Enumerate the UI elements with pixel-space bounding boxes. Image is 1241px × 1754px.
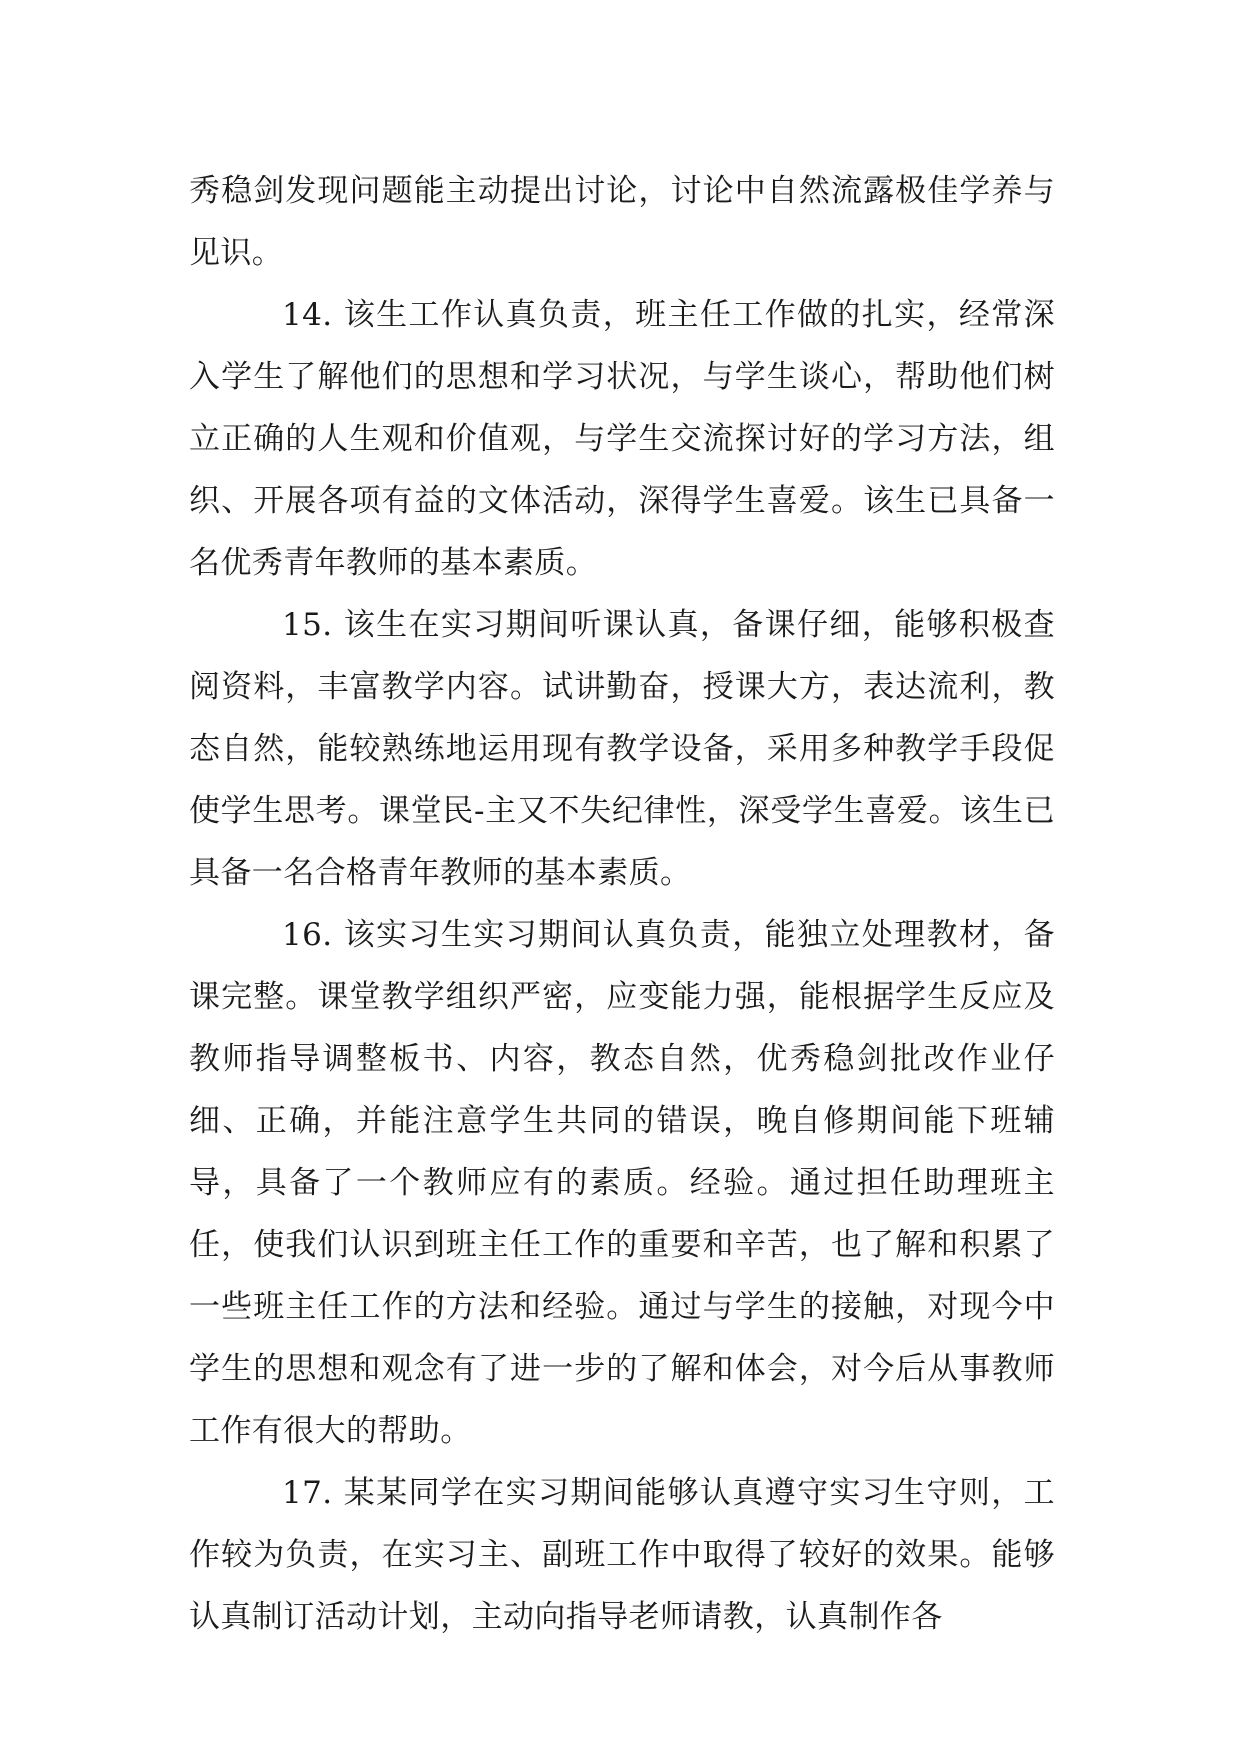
- document-body: [189, 160, 1055, 1648]
- paragraph-item-14: 14. 该生工作认真负责，班主任工作做的扎实，经常深入学生了解他们的思想和学习状况，与学生谈心，帮助他们树立正确的人生观和价值观，与学生交流探讨好的学习方法，组织、开展各项有益的文体活动，深得学生喜爱。该生已具备一名优秀青年教师的基本素质。: [189, 297, 1055, 581]
- paragraph-continuation: 秀稳剑发现问题能主动提出讨论，讨论中自然流露极佳学养与见识。: [189, 173, 1055, 271]
- paragraph-item-16: 16. 该实习生实习期间认真负责，能独立处理教材，备课完整。课堂教学组织严密，应变能力强，能根据学生反应及教师指导调整板书、内容，教态自然，优秀稳剑批改作业仔细、正确，并能注意学生共同的错误，晚自修期间能下班辅导，具备了一个教师应有的素质。经验。通过担任助理班主任，使我们认识到班主任工作的重要和辛苦，也了解和积累了一些班主任工作的方法和经验。通过与学生的接触，对现今中学生的思想和观念有了进一步的了解和体会，对今后从事教师工作有很大的帮助。: [189, 917, 1055, 1449]
- paragraph-item-17: 17. 某某同学在实习期间能够认真遵守实习生守则，工作较为负责，在实习主、副班工作中取得了较好的效果。能够认真制订活动计划，主动向指导老师请教，认真制作各: [189, 1475, 1055, 1635]
- paragraph-item-15: 15. 该生在实习期间听课认真，备课仔细，能够积极查阅资料，丰富教学内容。试讲勤奋，授课大方，表达流利，教态自然，能较熟练地运用现有教学设备，采用多种教学手段促使学生思考。课堂民-主又不失纪律性，深受学生喜爱。该生已具备一名合格青年教师的基本素质。: [189, 607, 1055, 891]
